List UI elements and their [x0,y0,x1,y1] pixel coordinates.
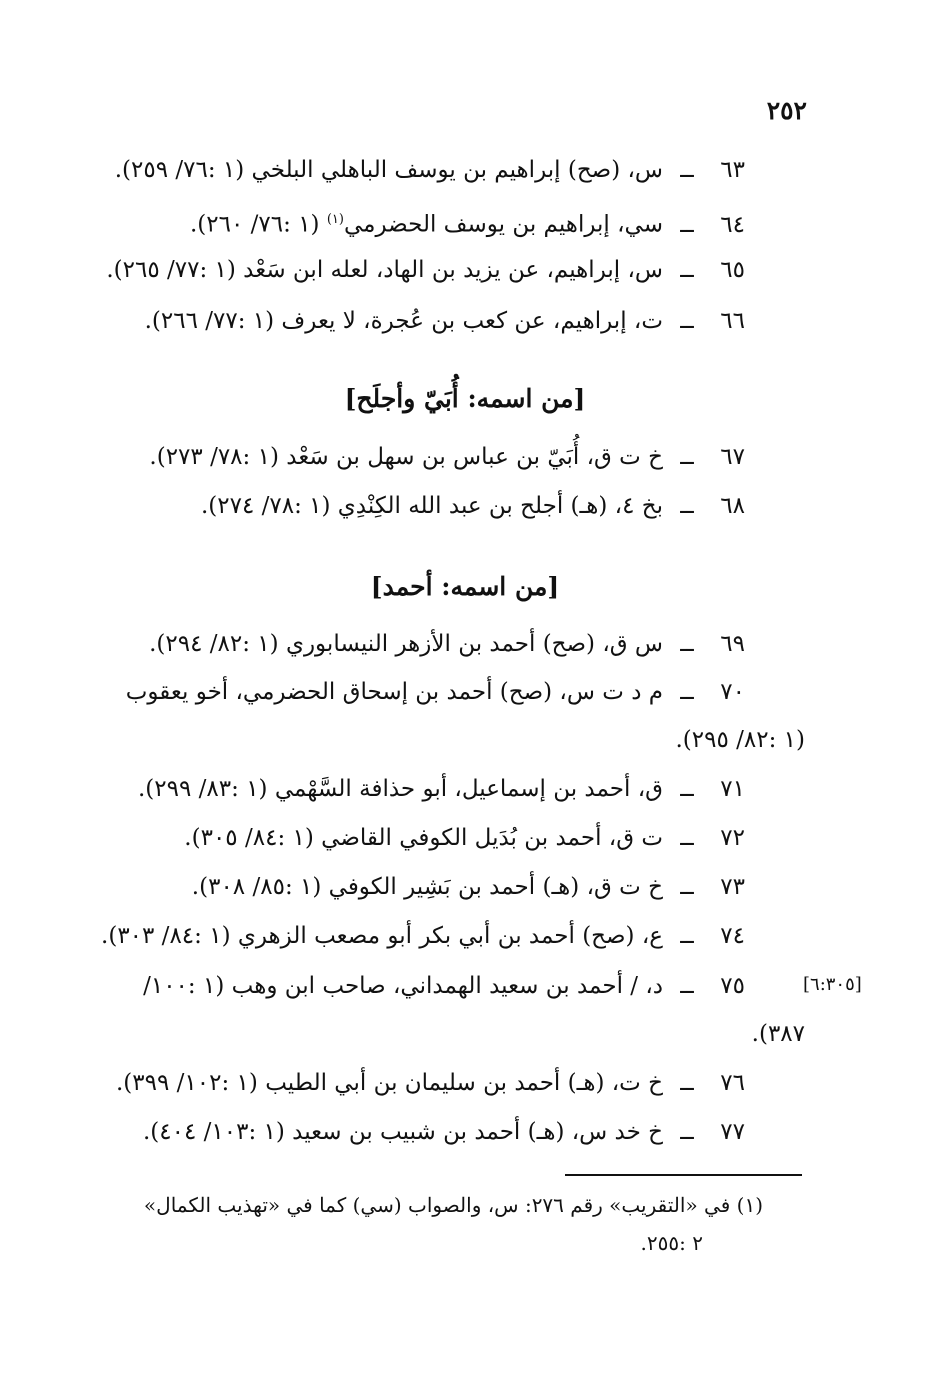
entry-dash: ــ [680,444,694,470]
entry-dash: ــ [680,874,694,900]
entry-63 [115,154,745,186]
entry-dash: ــ [680,631,694,657]
entry-71 [138,773,745,805]
entry-text: خ ت، (هـ) أحمد بن سليمان بن أبي الطيب (١ :١٠٢/ ٣٩٩). [116,1070,663,1096]
page-number: ٢٥٢ [766,96,807,125]
footnote [73,1186,763,1262]
entry-dash: ــ [680,679,694,705]
entry-number: ٧٧ [720,1119,745,1145]
entry-73 [192,871,745,903]
entry-number: ٧٤ [720,923,745,949]
entry-number: ٦٧ [720,444,745,470]
entry-text: س، إبراهيم، عن يزيد بن الهاد، لعله ابن سَعْد (١ :٧٧/ ٢٦٥). [106,257,663,283]
entry-75-continuation: ٣٨٧). [751,1021,805,1047]
entry-dash: ــ [680,1070,694,1096]
entry-number: ٧٥ [720,973,745,999]
entry-text: ت، إبراهيم، عن كعب بن عُجرة، لا يعرف (١ :٧٧/ ٢٦٦). [144,308,663,334]
entry-text-after: (١ :٧٦/ ٢٦٠). [189,211,327,238]
entry-number: ٦٤ [720,211,745,238]
entry-69 [149,628,745,660]
entry-75 [143,970,745,1002]
entry-text: ت ق، أحمد بن بُدَيل الكوفي القاضي (١ :٨٤/ ٣٠٥). [184,825,663,851]
margin-reference: [٦:٣٠٥] [803,974,862,995]
entry-number: ٦٦ [720,308,745,334]
entry-76 [116,1067,745,1099]
entry-77 [143,1116,745,1148]
entry-dash: ــ [680,308,694,334]
entry-number: ٦٩ [720,631,745,657]
footnote-line-2: ٢ :٢٥٥. [640,1231,703,1255]
entry-dash: ــ [680,1119,694,1145]
entry-dash: ــ [680,493,694,519]
entry-74 [101,920,745,952]
entry-text: سي، إبراهيم بن يوسف الحضرمي [343,211,663,238]
entry-text: خ خد س، (هـ) أحمد بن شبيب بن سعيد (١ :١٠٣/ ٤٠٤). [142,1119,663,1145]
entry-72 [184,822,745,854]
entry-number: ٧٣ [720,874,745,900]
entry-dash: ــ [680,776,694,802]
entry-dash: ــ [680,973,694,999]
entry-number: ٦٨ [720,493,745,519]
entry-text: م د ت س، (صح) أحمد بن إسحاق الحضرمي، أخو يعقوب [125,679,663,705]
entry-64 [190,204,745,241]
entry-70 [126,676,745,708]
entry-65 [106,254,745,286]
entry-text: بخ ٤، (هـ) أجلح بن عبد الله الكِنْدِي (١ :٧٨/ ٢٧٤). [200,493,663,519]
entry-text: خ ت ق، أُبَيّ بن عباس بن سهل بن سَعْد (١ :٧٨/ ٢٧٣). [149,444,663,470]
entry-text: س ق، (صح) أحمد بن الأزهر النيسابوري (١ :٨٢/ ٢٩٤). [149,631,663,657]
section-heading-ubayy: [من اسمه: أُبَيّ وأجلَح] [344,384,586,413]
entry-text: د، / أحمد بن سعيد الهمداني، صاحب ابن وهب (١ :١٠٠/ [143,973,663,999]
entry-number: ٧٠ [720,679,745,705]
entry-70-continuation: (١ :٨٢/ ٢٩٥). [675,727,805,753]
entry-66 [145,305,745,337]
entry-dash: ــ [680,211,694,238]
entry-68 [201,490,745,522]
entry-dash: ــ [680,923,694,949]
entry-dash: ــ [680,825,694,851]
entry-number: ٧٦ [720,1070,745,1096]
entry-text: ع، (صح) أحمد بن أبي بكر أبو مصعب الزهري (١ :٨٤/ ٣٠٣). [101,923,663,949]
entry-dash: ــ [680,157,694,183]
entry-text: ق، أحمد بن إسماعيل، أبو حذافة السَّهْمي (١ :٨٣/ ٢٩٩). [137,776,663,802]
footnote-divider [565,1174,802,1176]
entry-number: ٧٢ [720,825,745,851]
section-heading-ahmad: [من اسمه: أحمد] [370,572,560,601]
entry-number: ٦٣ [720,157,745,183]
entry-text: خ ت ق، (هـ) أحمد بن بَشِير الكوفي (١ :٨٥/ ٣٠٨). [191,874,663,900]
entry-67 [149,441,745,473]
footnote-marker: (١) [326,212,344,227]
entry-number: ٦٥ [720,257,745,283]
entry-dash: ــ [680,257,694,283]
entry-number: ٧١ [720,776,745,802]
entry-text: س، (صح) إبراهيم بن يوسف الباهلي البلخي (١ :٧٦/ ٢٥٩). [114,157,663,183]
footnote-line-1: (١) في «التقريب» رقم ٢٧٦: س، والصواب (سي) كما في «تهذيب الكمال» [143,1193,763,1217]
